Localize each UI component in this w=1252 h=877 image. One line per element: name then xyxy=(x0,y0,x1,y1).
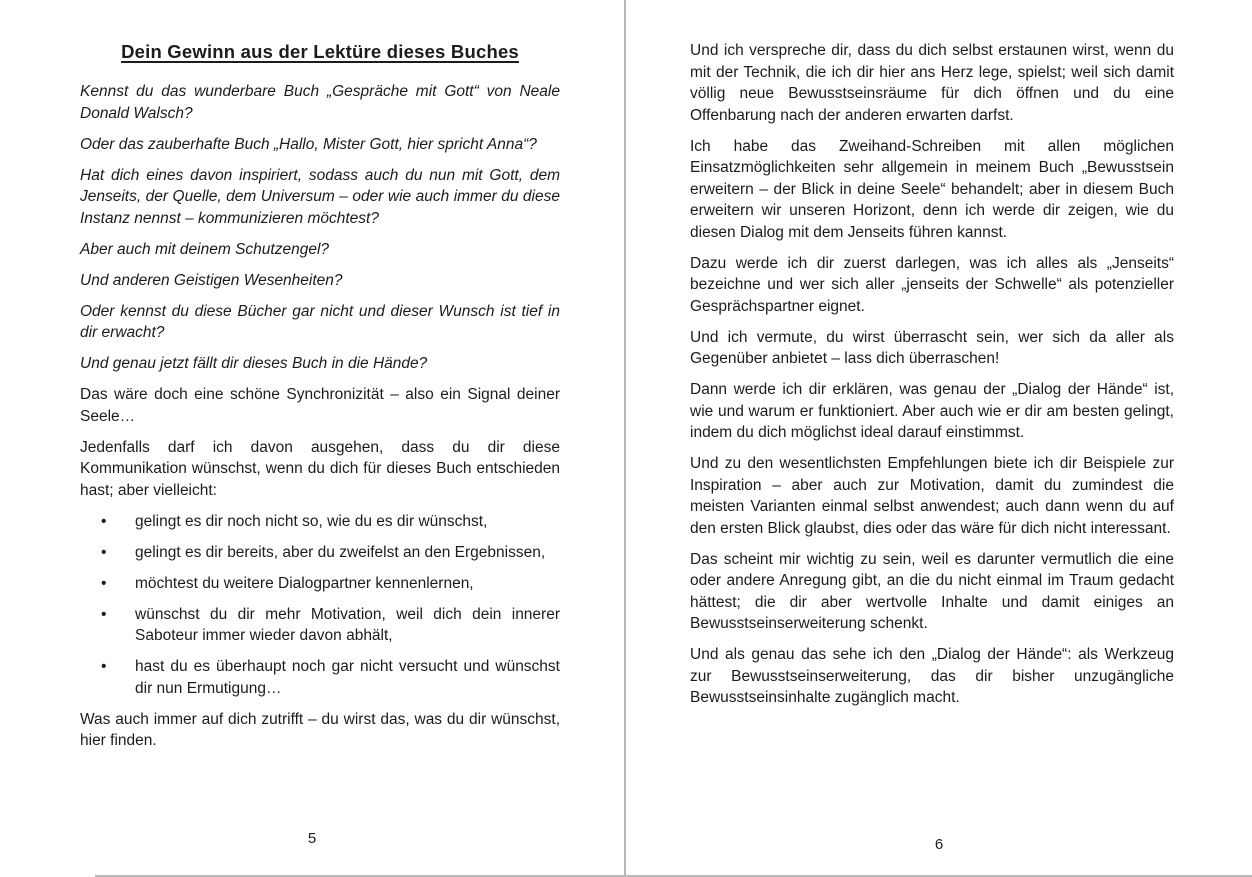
page-right xyxy=(626,0,1252,877)
bullet-list xyxy=(80,511,560,700)
paragraph: Und ich vermute, du wirst überrascht sein, wer sich da aller als Gegenüber anbietet – lass dich überraschen! xyxy=(690,328,1174,367)
paragraph: Und ich verspreche dir, dass du dich selbst erstaunen wirst, wenn du mit der Technik, die ich dir hier ans Herz lege, spielst; weil sich damit völlig neue Bewusstseinsräume für dich öffnen und du eine Offenbarung nach der anderen erwarten darfst. xyxy=(690,42,1174,124)
paragraph: Ich habe das Zweihand-Schreiben mit allen möglichen Einsatzmöglichkeiten sehr allgemein in meinem Buch „Bewusstsein erweitern – der Blick in deine Seele“ behandelt; aber in diesem Buch erweitern wir unseren Horizont, denn ich werde dir zeigen, wie du diesen Dialog mit dem Jenseits führen kannst. xyxy=(690,137,1174,241)
list-item: • gelingt es dir noch nicht so, wie du es dir wünschst, xyxy=(80,511,560,533)
page-title-text: Dein Gewinn aus der Lektüre dieses Buches xyxy=(121,41,519,62)
list-item: • möchtest du weitere Dialogpartner kennenlernen, xyxy=(80,573,560,595)
paragraph: Oder das zauberhafte Buch „Hallo, Mister Gott, hier spricht Anna“? xyxy=(80,135,537,153)
paragraph: Dann werde ich dir erklären, was genau der „Dialog der Hände“ ist, wie und warum er funktioniert. Aber auch wie er dir am besten gelingt, indem du dich möglichst ideal darauf einstimmst. xyxy=(690,381,1174,441)
paragraph: Oder kennst du diese Bücher gar nicht und dieser Wunsch ist tief in dir erwacht? xyxy=(80,302,560,341)
paragraph: Das scheint mir wichtig zu sein, weil es darunter vermutlich die eine oder andere Anregung gibt, an die du nicht einmal im Traum gedacht hättest; die dir aber wertvolle Inhalte und damit einiges an Bewusstseinserweiterung schenkt. xyxy=(690,550,1174,632)
paragraph: Das wäre doch eine schöne Synchronizität – also ein Signal deiner Seele… xyxy=(80,386,560,425)
paragraph: Hat dich eines davon inspiriert, sodass auch du nun mit Gott, dem Jenseits, der Quelle, dem Universum – oder wie auch immer du diese Instanz nennst – kommunizieren möchtest? xyxy=(80,166,560,227)
paragraph: Kennst du das wunderbare Buch „Gespräche mit Gott“ von Neale Donald Walsch? xyxy=(80,83,560,122)
paragraph: Aber auch mit deinem Schutzengel? xyxy=(80,240,330,258)
paragraph: Jedenfalls darf ich davon ausgehen, dass du dir diese Kommunikation wünschst, wenn du dich für dieses Buch entschieden hast; aber vielleicht: xyxy=(80,438,560,499)
page-number: 6 xyxy=(934,836,944,853)
list-item: • hast du es überhaupt noch gar nicht versucht und wünschst dir nun Ermutigung… xyxy=(80,656,560,699)
paragraph: Und anderen Geistigen Wesenheiten? xyxy=(80,271,343,289)
paragraph: Dazu werde ich dir zuerst darlegen, was ich alles als „Jenseits“ bezeichne und wer sich aller „jenseits der Schwelle“ als potenzieller Gesprächspartner eignet. xyxy=(690,254,1174,315)
paragraph: Und zu den wesentlichsten Empfehlungen biete ich dir Beispiele zur Inspiration – aber auch zur Motivation, damit du zumindest die meisten Varianten einmal selbst anwendest; auch dann wenn du auf den ersten Blick glaubst, dies oder das wäre für dich nicht interessant. xyxy=(690,455,1174,537)
page-number: 5 xyxy=(307,830,317,847)
list-item: • gelingt es dir bereits, aber du zweifelst an den Ergebnissen, xyxy=(80,542,560,564)
paragraph: Und genau jetzt fällt dir dieses Buch in die Hände? xyxy=(80,355,428,372)
page-title xyxy=(80,40,560,64)
paragraph: Was auch immer auf dich zutrifft – du wirst das, was du dir wünschst, hier finden. xyxy=(80,710,560,749)
list-item: • wünschst du dir mehr Motivation, weil dich dein innerer Saboteur immer wieder davon abhält, xyxy=(80,604,560,647)
paragraph: Und als genau das sehe ich den „Dialog der Hände“: als Werkzeug zur Bewusstseinserweiterung, das dir bisher unzugängliche Bewusstseinsinhalte zugänglich macht. xyxy=(690,646,1174,706)
